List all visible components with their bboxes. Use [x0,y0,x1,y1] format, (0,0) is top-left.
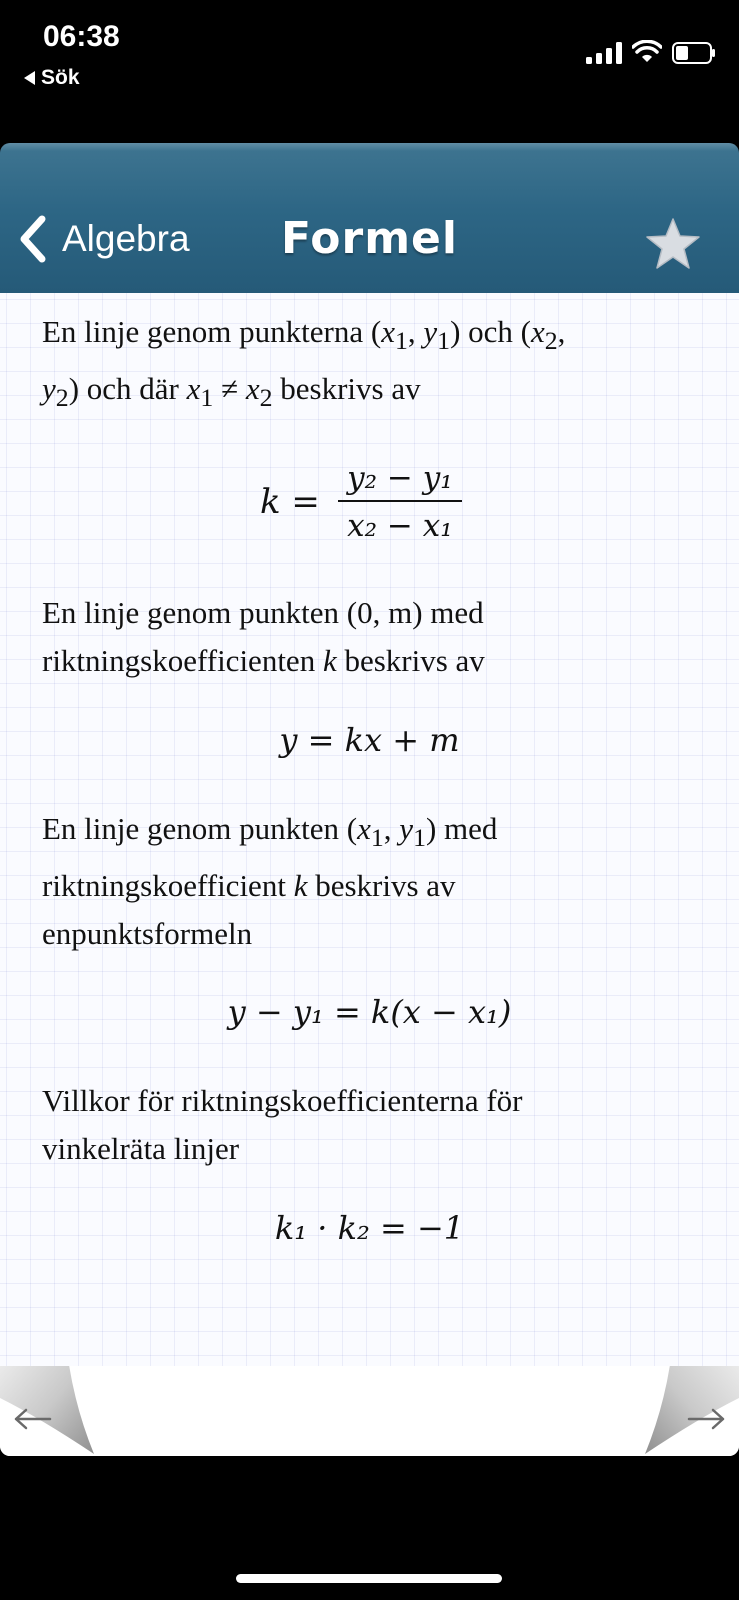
formula-page [0,293,739,1366]
slope-formula-lhs: k = [260,482,320,522]
battery-icon [672,42,716,64]
status-time: 06:38 [43,20,120,53]
status-bar [0,0,739,140]
fraction-bar [338,500,462,502]
back-button-label: Algebra [62,218,190,259]
back-to-app-button[interactable] [24,66,80,90]
page-navigation-toolbar [0,1366,739,1456]
slope-numerator: y₂ − y₁ [347,460,453,496]
paragraph-point-slope: En linje genom punkten (0, m) med riktningskoefficienten k beskrivs av [42,595,485,678]
point-slope-formula: y − y₁ = k(x − x₁) [227,993,512,1031]
perpendicular-formula: k₁ · k₂ = −1 [274,1209,465,1247]
wifi-icon [632,40,662,64]
cellular-signal-icon [586,42,622,64]
arrow-left-icon[interactable] [12,1406,52,1432]
page-title: Formel [281,213,458,264]
paragraph-one-point: En linje genom punkten ($x_1$, $y_1$) med riktningskoefficient k beskrivs av enpunktsformeln [42,811,498,952]
line-equation-formula: y = kx + m [279,721,460,759]
paragraph-two-points: En linje genom punkterna ($x_1$, $y_1$) och ($x_2$, $y_2$) och där $x_1 \ne x_2$ beskrivs av [42,314,566,413]
back-triangle-icon [24,71,35,85]
slope-denominator: x₂ − x₁ [347,508,453,544]
navigation-bar [0,143,739,293]
slope-formula [260,460,462,544]
back-app-label: Sök [41,66,80,89]
home-indicator[interactable] [236,1574,502,1583]
paragraph-perpendicular: Villkor för riktningskoefficienterna för vinkelräta linjer [42,1083,523,1166]
arrow-right-icon[interactable] [687,1406,727,1432]
star-icon[interactable] [645,217,701,271]
